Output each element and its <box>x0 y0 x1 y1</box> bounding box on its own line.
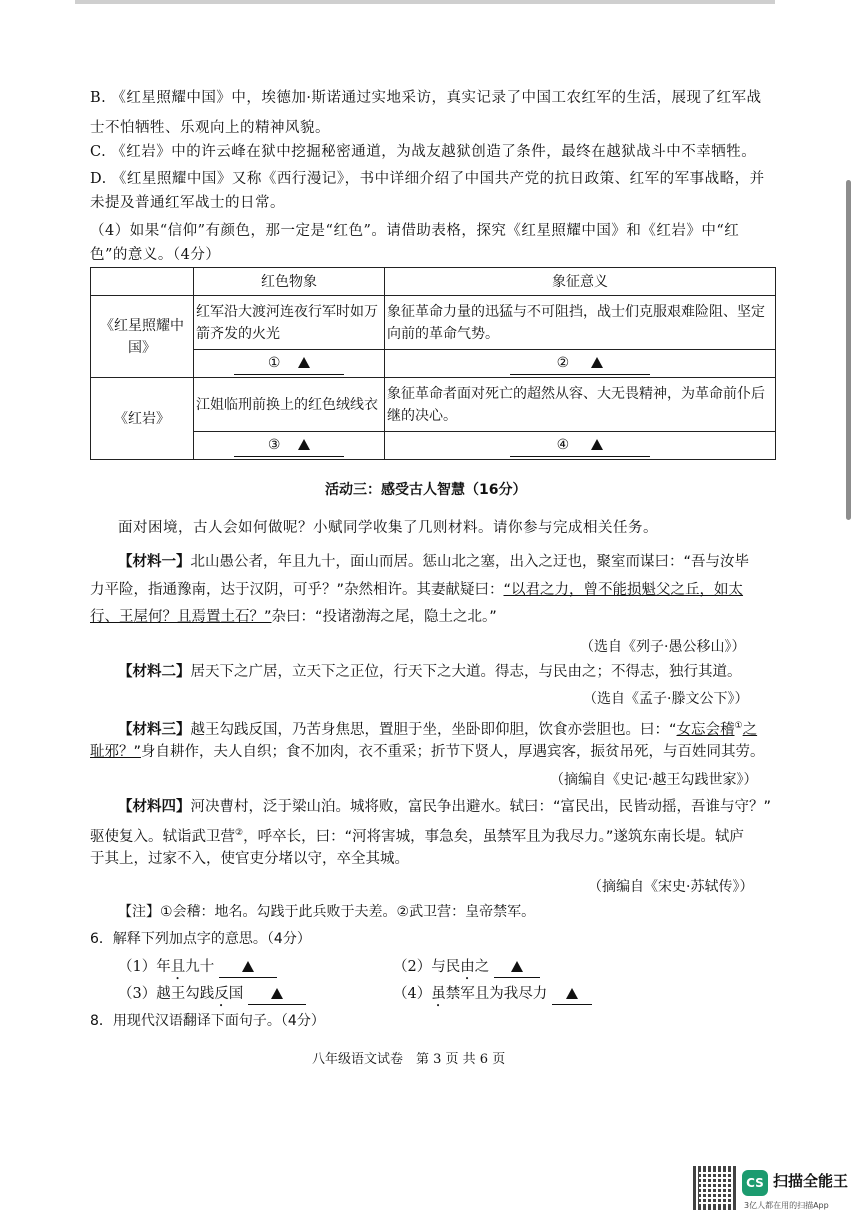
triangle-icon <box>298 357 310 368</box>
table-book1-object: 红军沿大渡河连夜行军时如万箭齐发的火光 <box>194 296 385 350</box>
table-book1-meaning: 象征革命力量的迅猛与不可阻挡，战士们克服艰难险阻、坚定向前的革命气势。 <box>385 296 776 350</box>
q4-line2: 色”的意义。（4分） <box>90 247 221 263</box>
material3-line1 <box>118 716 757 740</box>
material2-line1 <box>118 662 742 682</box>
material1-source: （选自《列子·愚公移山》） <box>580 639 746 655</box>
table-book1: 《红星照耀中国》 <box>91 296 194 378</box>
triangle-icon <box>511 961 523 972</box>
material1-line1 <box>118 552 749 572</box>
q6-item1-prefix: （1）年 <box>118 959 171 975</box>
material4-line2 <box>90 823 744 847</box>
q6-item1-suffix: 九十 <box>185 959 215 975</box>
material3-text1b: 女忘会稽 <box>676 721 735 738</box>
q6-item1 <box>118 957 277 983</box>
table-header-empty <box>91 268 194 296</box>
material3-text1c: 之 <box>742 721 758 738</box>
q6-item3-blank[interactable] <box>248 984 306 1005</box>
camscanner-name: 扫描全能王 <box>773 1172 849 1190</box>
material1-text2b: “以君之力，曾不能损魁父之丘，如太 <box>503 582 744 598</box>
triangle-icon <box>591 439 603 450</box>
material4-source: （摘编自《宋史·苏轼传》） <box>588 879 754 895</box>
triangle-icon <box>298 439 310 450</box>
material1-text3a: 行、王屋何？且焉置土石？” <box>90 609 272 625</box>
table-blank-3[interactable] <box>194 432 385 460</box>
triangle-icon <box>566 988 578 999</box>
red-symbol-table <box>90 267 776 460</box>
q6-item1-dotted-char: 且 <box>170 959 186 975</box>
material1-text2a: 力平险，指通豫南，达于汉阴，可乎？”杂然相许。其妻献疑曰： <box>90 582 504 598</box>
material1-label: 【材料一】 <box>118 554 191 570</box>
option-b-line1: B. 《红星照耀中国》中，埃德加·斯诺通过实地采访，真实记录了中国工农红军的生活，展现了红军战 <box>90 90 762 106</box>
material3-text2a: 耻邪？” <box>90 744 142 760</box>
qr-code-icon <box>693 1166 737 1210</box>
activity3-intro: 面对困境，古人会如何做呢？小赋同学收集了几则材料。请你参与完成相关任务。 <box>118 520 658 536</box>
blank-2-number: ② <box>556 355 570 371</box>
option-b-line2: 士不怕牺牲、乐观向上的精神风貌。 <box>90 120 330 136</box>
q8-stem: 8．用现代汉语翻译下面句子。（4分） <box>90 1013 325 1029</box>
option-d-line1: D. 《红星照耀中国》又称《西行漫记》，书中详细介绍了中国共产党的抗日政策、红军的军事战略，并 <box>90 171 765 187</box>
triangle-icon <box>242 961 254 972</box>
material1-text1: 北山愚公者，年且九十，面山而居。惩山北之塞，出入之迂也，聚室而谋曰：“吾与汝毕 <box>190 554 750 570</box>
q6-item3 <box>118 984 306 1010</box>
q6-item4-blank[interactable] <box>552 984 592 1005</box>
material4-line3: 于其上，过家不入，使官吏分堵以守，卒全其城。 <box>90 851 409 867</box>
material4-line1 <box>118 797 771 817</box>
table-book2-meaning: 象征革命者面对死亡的超然从容、大无畏精神，为革命前仆后继的决心。 <box>385 378 776 432</box>
triangle-icon <box>271 988 283 999</box>
material2-source: （选自《孟子·滕文公下》） <box>583 691 749 707</box>
camscanner-logo-icon: CS <box>742 1170 768 1196</box>
material3-text1a: 越王勾践反国，乃苦身焦思，置胆于坐，坐卧即仰胆，饮食亦尝胆也。曰：“ <box>190 721 677 738</box>
q6-item3-suffix: 国 <box>228 986 244 1002</box>
activity3-title: 活动三：感受古人智慧（16分） <box>325 482 527 498</box>
scrollbar[interactable] <box>846 180 851 520</box>
page-footer: 八年级语文试卷 第 3 页 共 6 页 <box>312 1052 506 1067</box>
material1-line2 <box>90 580 743 600</box>
table-book2-object: 江姐临刑前换上的红色绒线衣 <box>194 378 385 432</box>
q6-item2-dotted-char: 由 <box>460 959 475 975</box>
q6-item4-prefix: （4） <box>393 986 432 1002</box>
blank-4-number: ④ <box>556 437 570 453</box>
material4-text2b: ，呼卒长，曰：“河将害城，事急矣，虽禁军且为我尽力。”遂筑东南长堤。轼庐 <box>243 828 744 845</box>
camscanner-tagline: 3亿人都在用的扫描App <box>744 1201 829 1210</box>
annotation-note: 【注】①会稽：地名。勾践于此兵败于夫差。②武卫营：皇帝禁军。 <box>118 904 536 920</box>
table-book2: 《红岩》 <box>91 378 194 460</box>
q6-stem: 6．解释下列加点字的意思。（4分） <box>90 931 311 947</box>
material3-line2 <box>90 742 765 762</box>
material3-source: （摘编自《史记·越王勾践世家》） <box>550 772 758 788</box>
blank-1-number: ① <box>267 355 281 371</box>
q6-item2 <box>393 957 540 983</box>
material4-note-marker: ② <box>235 828 244 838</box>
material4-label: 【材料四】 <box>118 799 191 815</box>
material4-text1: 河决曹村，泛于梁山泊。城将败，富民争出避水。轼曰：“富民出，民皆动摇，吾谁与守？” <box>190 799 772 815</box>
option-d-line2: 未提及普通红军战士的日常。 <box>90 195 285 211</box>
table-blank-2[interactable] <box>385 350 776 378</box>
material3-label: 【材料三】 <box>118 721 191 738</box>
q6-item4-dotted-char: 虽 <box>431 986 446 1002</box>
top-edge-line <box>75 0 775 4</box>
material4-text2a: 驱使复入。轼诣武卫营 <box>90 828 235 845</box>
material2-text1: 居天下之广居，立天下之正位，行天下之大道。得志，与民由之；不得志，独行其道。 <box>190 664 742 680</box>
q6-item4-suffix: 禁军且为我尽力 <box>445 986 548 1002</box>
table-blank-1[interactable] <box>194 350 385 378</box>
material1-text3b: 杂曰：“投诸渤海之尾，隐土之北。” <box>271 609 497 625</box>
q6-item2-blank[interactable] <box>494 957 540 978</box>
q4-line1: （4）如果“信仰”有颜色，那一定是“红色”。请借助表格，探究《红星照耀中国》和《红岩》中“红 <box>90 223 740 239</box>
q6-item2-suffix: 之 <box>474 959 490 975</box>
q6-item4 <box>393 984 592 1010</box>
q6-item1-blank[interactable] <box>219 957 277 978</box>
triangle-icon <box>591 357 603 368</box>
q6-item2-prefix: （2）与民 <box>393 959 461 975</box>
material1-line3 <box>90 607 497 627</box>
material3-note-marker: ① <box>734 721 743 731</box>
q6-item3-dotted-char: 反 <box>214 986 229 1002</box>
table-header-object: 红色物象 <box>194 268 385 296</box>
table-header-meaning: 象征意义 <box>385 268 776 296</box>
table-blank-4[interactable] <box>385 432 776 460</box>
option-c-line1: C. 《红岩》中的许云峰在狱中挖掘秘密通道，为战友越狱创造了条件，最终在越狱战斗中不幸牺牲。 <box>90 144 757 160</box>
q6-item3-prefix: （3）越王勾践 <box>118 986 215 1002</box>
material2-label: 【材料二】 <box>118 664 191 680</box>
blank-3-number: ③ <box>267 437 281 453</box>
material3-text2b: 身自耕作，夫人自织；食不加肉，衣不重采；折节下贤人，厚遇宾客，振贫吊死，与百姓同其劳。 <box>141 744 765 760</box>
